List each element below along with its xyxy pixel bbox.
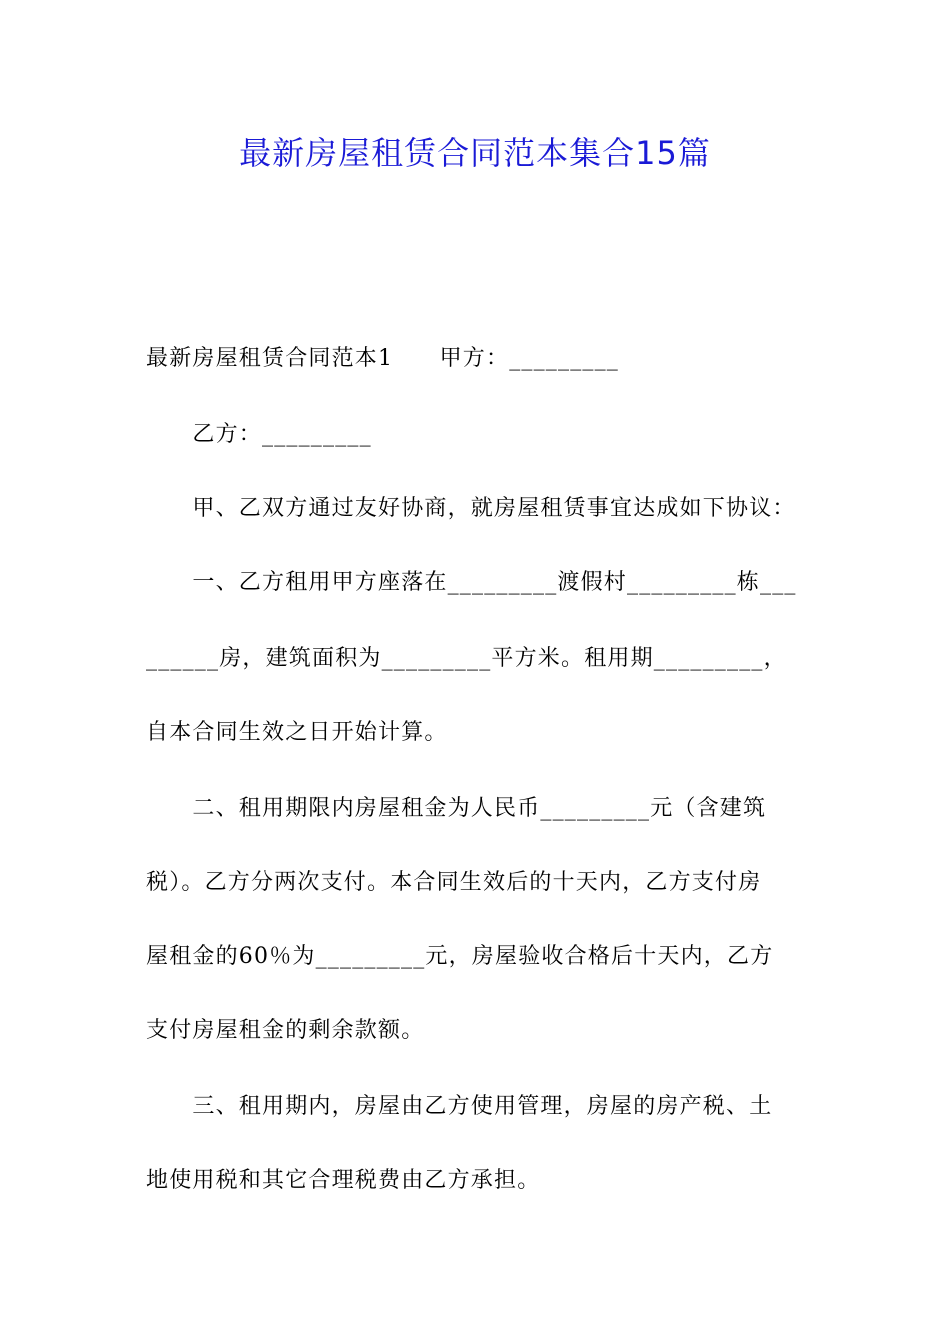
text-line-clause-2c: 屋租金的60％为_________元，房屋验收合格后十天内，乙方 (146, 944, 774, 969)
text-line-clause-3a: 三、租用期内，房屋由乙方使用管理，房屋的房产税、土 (146, 1094, 773, 1119)
text-line-party-a: 最新房屋租赁合同范本1 甲方：_________ (146, 346, 619, 371)
text-line-clause-2d: 支付房屋租金的剩余款额。 (146, 1018, 425, 1043)
text-line-clause-1a: 一、乙方租用甲方座落在_________渡假村_________栋___ (146, 570, 797, 595)
text-line-clause-2a: 二、租用期限内房屋租金为人民币_________元（含建筑 (146, 796, 767, 821)
text-line-clause-2b: 税）。乙方分两次支付。本合同生效后的十天内，乙方支付房 (146, 870, 762, 895)
text-line-intro: 甲、乙双方通过友好协商，就房屋租赁事宜达成如下协议： (146, 496, 796, 521)
text-line-clause-1b: ______房，建筑面积为_________平方米。租用期_________， (146, 646, 787, 671)
text-line-party-b: 乙方：_________ (146, 422, 372, 447)
document-title: 最新房屋租赁合同范本集合15篇 (239, 134, 711, 172)
text-line-clause-1c: 自本合同生效之日开始计算。 (146, 720, 448, 745)
text-line-clause-3b: 地使用税和其它合理税费由乙方承担。 (146, 1168, 541, 1193)
